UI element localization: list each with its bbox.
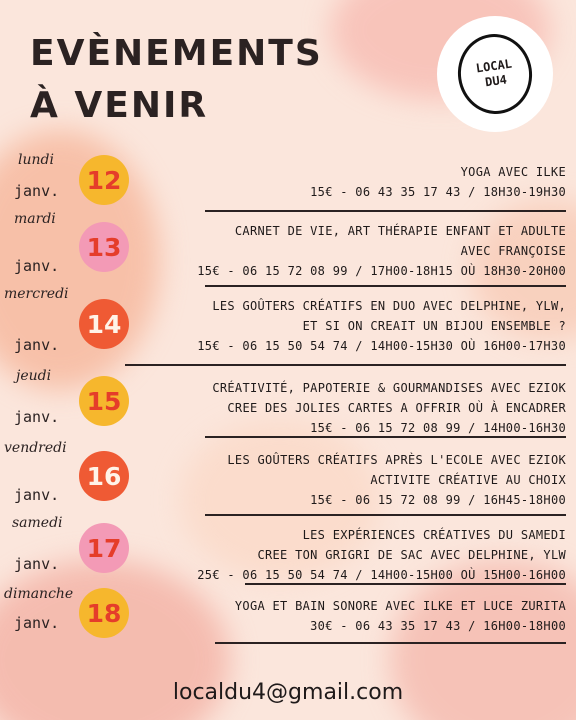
event-row (0, 586, 576, 644)
event-title-line: LES GOÛTERS CRÉATIFS EN DUO AVEC DELPHINE, YLW, (212, 299, 566, 313)
day-name: mardi (14, 211, 56, 227)
event-title-line: ET SI ON CREAIT UN BIJOU ENSEMBLE ? (302, 319, 566, 333)
event-price-phone-time: 15€ - 06 15 72 08 99 / 16H45-18H00 (310, 493, 566, 507)
event-price-phone-time: 15€ - 06 43 35 17 43 / 18H30-19H30 (310, 185, 566, 199)
event-price-phone-time: 15€ - 06 15 50 54 74 / 14H00-15H30 OÙ 16H00-17H30 (197, 339, 566, 353)
month-label: janv. (14, 182, 60, 200)
event-details (212, 378, 566, 438)
logo-line-1: LOCAL (475, 56, 513, 76)
event-title-line: YOGA AVEC ILKE (460, 165, 566, 179)
date-badge: 13 (79, 222, 129, 272)
event-price-phone-time: 15€ - 06 15 72 08 99 / 17H00-18H15 OÙ 18H30-20H00 (197, 264, 566, 278)
separator-line (125, 364, 566, 366)
event-details (197, 296, 566, 356)
month-label: janv. (14, 614, 60, 632)
event-title-line: ACTIVITE CRÉATIVE AU CHOIX (370, 473, 566, 487)
day-name: vendredi (4, 440, 67, 456)
event-row (0, 440, 576, 516)
event-title-line: CREE DES JOLIES CARTES A OFFRIR OÙ À ENCADRER (227, 401, 566, 415)
month-label: janv. (14, 555, 60, 573)
event-row (0, 211, 576, 287)
event-details (197, 221, 566, 281)
event-details (310, 162, 566, 202)
date-badge: 15 (79, 376, 129, 426)
event-details (227, 450, 566, 510)
event-title-line: CARNET DE VIE, ART THÉRAPIE ENFANT ET ADULTE (234, 224, 566, 238)
logo (437, 16, 553, 132)
event-title-line: YOGA ET BAIN SONORE AVEC ILKE ET LUCE ZURITA (234, 599, 566, 613)
month-label: janv. (14, 336, 60, 354)
event-title-line: LES GOÛTERS CRÉATIFS APRÈS L'ECOLE AVEC EZIOK (227, 453, 566, 467)
event-title-line: AVEC FRANÇOISE (460, 244, 566, 258)
logo-mark (453, 29, 537, 119)
event-title-line: LES EXPÉRIENCES CRÉATIVES DU SAMEDI (302, 528, 566, 542)
event-row (0, 286, 576, 366)
event-title-line: CREE TON GRIGRI DE SAC AVEC DELPHINE, YLW (257, 548, 566, 562)
date-badge: 16 (79, 451, 129, 501)
month-label: janv. (14, 486, 60, 504)
page-title (30, 28, 323, 132)
date-badge: 18 (79, 588, 129, 638)
separator-line (245, 583, 566, 585)
day-name: samedi (12, 515, 63, 531)
month-label: janv. (14, 257, 60, 275)
day-name: dimanche (4, 586, 74, 602)
title-line-1: EVÈNEMENTS (30, 33, 323, 74)
date-badge: 12 (79, 155, 129, 205)
separator-line (205, 436, 566, 438)
contact-email[interactable]: localdu4@gmail.com (172, 680, 404, 705)
event-price-phone-time: 30€ - 06 43 35 17 43 / 16H00-18H00 (310, 619, 566, 633)
event-price-phone-time: 15€ - 06 15 72 08 99 / 14H00-16H30 (310, 421, 566, 435)
event-price-phone-time: 25€ - 06 15 50 54 74 / 14H00-15H00 OÙ 15H00-16H00 (197, 568, 566, 582)
logo-line-2: DU4 (484, 72, 508, 90)
month-label: janv. (14, 408, 60, 426)
event-details (197, 525, 566, 585)
date-badge: 17 (79, 523, 129, 573)
event-title-line: CRÉATIVITÉ, PAPOTERIE & GOURMANDISES AVEC EZIOK (212, 381, 566, 395)
event-details (235, 596, 566, 636)
day-name: jeudi (16, 368, 52, 384)
separator-line (215, 642, 566, 644)
event-row (0, 515, 576, 585)
day-name: lundi (18, 152, 54, 168)
date-badge: 14 (79, 299, 129, 349)
event-row (0, 368, 576, 438)
day-name: mercredi (4, 286, 69, 302)
title-line-2: À VENIR (30, 85, 209, 126)
event-row (0, 152, 576, 212)
